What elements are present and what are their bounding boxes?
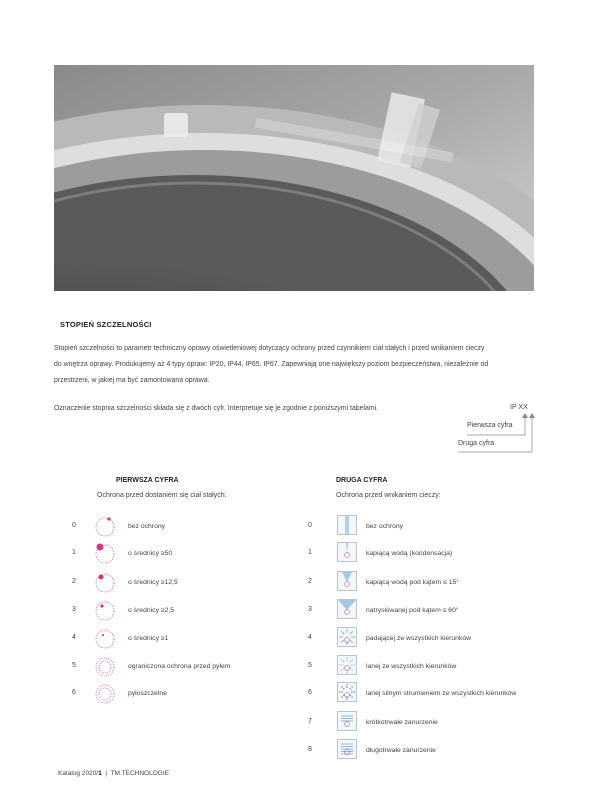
solid-protection-icon: [93, 599, 117, 623]
solid-protection-icon: [93, 571, 117, 595]
second-digit-number: 0: [308, 522, 312, 529]
solid-protection-icon: [93, 682, 117, 706]
footer-page-number: 1: [98, 770, 102, 777]
liquid-protection-icon: [337, 542, 357, 562]
liquid-protection-icon: [337, 655, 357, 675]
section-heading: STOPIEŃ SZCZELNOŚCI: [60, 320, 152, 329]
first-digit-number: 0: [72, 522, 76, 529]
second-digit-label: krótkotrwałe zanurzenie: [366, 718, 438, 726]
second-digit-number: 5: [308, 662, 312, 669]
first-digit-number: 2: [72, 578, 76, 585]
second-digit-label: bez ochrony: [366, 522, 404, 530]
intro-line-1: Stopień szczelności to parametr techniczny oprawy oświetleniowej dotyczący ochrony przed czynnikiem ciał stałych i przed wnikaniem cieczy: [54, 345, 485, 352]
product-photo: [54, 65, 534, 291]
solid-protection-icon: [93, 627, 117, 651]
ip-connector-lines: [450, 410, 540, 455]
intro-line-2: do wnętrza oprawy. Produkujemy aż 4 typy opraw: IP20, IP44, IP65, IP67. Zapewniają one największy poziom bezpieczeństwa, niezależnie od: [54, 361, 489, 368]
second-digit-number: 8: [308, 746, 312, 753]
second-digit-label: kapiącą wodą (kondensacja): [366, 549, 453, 557]
solid-protection-icon: [93, 542, 117, 566]
second-digit-label: lanej ze wszystkich kierunków: [366, 662, 457, 670]
second-digit-number: 7: [308, 718, 312, 725]
second-digit-number: 6: [308, 689, 312, 696]
first-digit-number: 5: [72, 662, 76, 669]
intro-paragraph: [54, 341, 534, 389]
second-digit-number: 2: [308, 578, 312, 585]
intro-line-3: przestrzeni, w jakiej ma być zamontowana oprawa.: [54, 377, 210, 384]
first-digit-label: o średnicy ≥12,5: [128, 578, 178, 586]
ip-code: IP XX: [510, 404, 528, 411]
liquid-protection-icon: [337, 739, 357, 759]
solid-protection-icon: [93, 515, 117, 539]
ip-first-label: Pierwsza cyfra: [467, 422, 513, 429]
first-digit-subtitle: Ochrona przed dostaniem się ciał stałych:: [97, 492, 227, 499]
first-digit-number: 3: [72, 606, 76, 613]
first-digit-label: o średnicy ≥2,5: [128, 606, 175, 614]
first-digit-label: o średnicy ≥1: [128, 634, 169, 642]
seal-ring-photo: [54, 65, 534, 291]
second-digit-label: lanej silnym strumieniem ze wszystkich kierunków: [366, 689, 517, 697]
liquid-protection-icon: [337, 599, 357, 619]
solid-protection-icon: [93, 655, 117, 679]
footer-brand: TM TECHNOLOGIE: [110, 770, 169, 777]
second-digit-title: DRUGA CYFRA: [336, 477, 388, 484]
liquid-protection-icon: [337, 627, 357, 647]
second-digit-label: padającej ze wszystkich kierunków: [366, 634, 472, 642]
first-digit-number: 1: [72, 549, 76, 556]
second-digit-subtitle: Ochrona przed wnikaniem cieczy:: [336, 492, 441, 499]
liquid-protection-icon: [337, 571, 357, 591]
first-digit-title: PIERWSZA CYFRA: [116, 477, 179, 484]
liquid-protection-icon: [337, 711, 357, 731]
second-digit-label: natryskiwanej pod kątem ≤ 60°: [366, 606, 459, 614]
ip-second-label: Druga cyfra: [458, 440, 495, 447]
second-digit-number: 3: [308, 606, 312, 613]
footer-catalog: Katalog 2020/: [58, 770, 99, 777]
page-footer: [58, 770, 169, 777]
second-digit-label: kapiącą wodą pod kątem ≤ 15°: [366, 578, 459, 586]
first-digit-label: o średnicy ≥50: [128, 549, 173, 557]
first-digit-number: 4: [72, 634, 76, 641]
first-digit-label: bez ochrony: [128, 522, 166, 530]
second-digit-number: 1: [308, 549, 312, 556]
second-digit-number: 4: [308, 634, 312, 641]
explanation-paragraph: Oznaczenie stopnia szczelności składa się z dwóch cyfr. Interpretuje się je zgodnie z poniższymi tabelami.: [54, 405, 379, 412]
first-digit-label: ograniczona ochrona przed pyłem: [128, 662, 231, 670]
liquid-protection-icon: [337, 515, 357, 535]
liquid-protection-icon: [337, 682, 357, 702]
first-digit-label: pyłoszczelne: [128, 689, 167, 697]
footer-separator: |: [105, 770, 108, 777]
second-digit-label: długotrwałe zanurzenie: [366, 746, 436, 754]
first-digit-number: 6: [72, 689, 76, 696]
